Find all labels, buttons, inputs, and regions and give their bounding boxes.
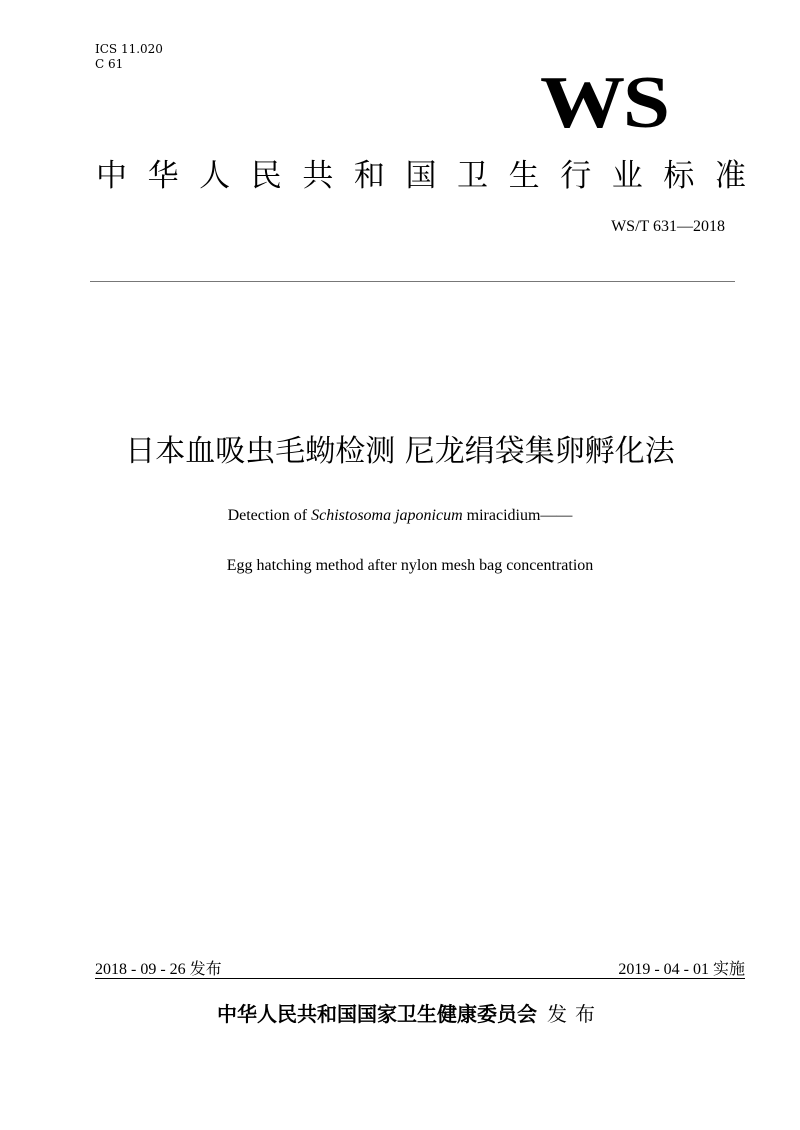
- category-char: 卫: [457, 158, 489, 194]
- english-title-prefix: Detection of: [227, 507, 312, 524]
- english-title-suffix: miracidium——: [462, 507, 573, 524]
- category-char: 人: [199, 158, 231, 194]
- chinese-title: 日本血吸虫毛蚴检测 尼龙绢袋集卵孵化法: [125, 434, 675, 469]
- category-char: 中: [96, 158, 127, 194]
- ws-logo: WS: [540, 62, 668, 144]
- issue-label: 发布: [189, 959, 222, 978]
- ics-code: ICS 11.020: [95, 42, 163, 56]
- header-divider: [90, 281, 735, 282]
- category-char: 华: [147, 158, 179, 194]
- category-char: 业: [611, 158, 643, 194]
- date-divider: [95, 978, 745, 979]
- implementation-label: 实施: [712, 959, 745, 978]
- publisher: [0, 1000, 800, 1028]
- category-char: 和: [353, 158, 385, 194]
- category-char: 民: [250, 158, 282, 194]
- issue-date-value: 2018 - 09 - 26: [95, 961, 190, 978]
- implementation-date-value: 2019 - 04 - 01: [618, 961, 713, 978]
- ccs-code: C 61: [95, 57, 124, 71]
- standard-number: WS/T 631—2018: [611, 218, 725, 235]
- category-char: 标: [663, 158, 695, 194]
- category-char: 行: [560, 158, 592, 194]
- english-title-line1: [0, 505, 800, 527]
- category-char: 国: [405, 158, 437, 194]
- category-char: 生: [508, 158, 540, 194]
- category-char: 准: [714, 158, 746, 194]
- publisher-action: 发布: [547, 1002, 603, 1026]
- english-title-species: Schistosoma japonicum: [311, 507, 463, 524]
- publisher-name: 中华人民共和国国家卫生健康委员会: [217, 1002, 537, 1026]
- english-title-line2: Egg hatching method after nylon mesh bag concentration: [226, 557, 594, 574]
- category-char: 共: [302, 158, 334, 194]
- standard-category: [96, 156, 746, 196]
